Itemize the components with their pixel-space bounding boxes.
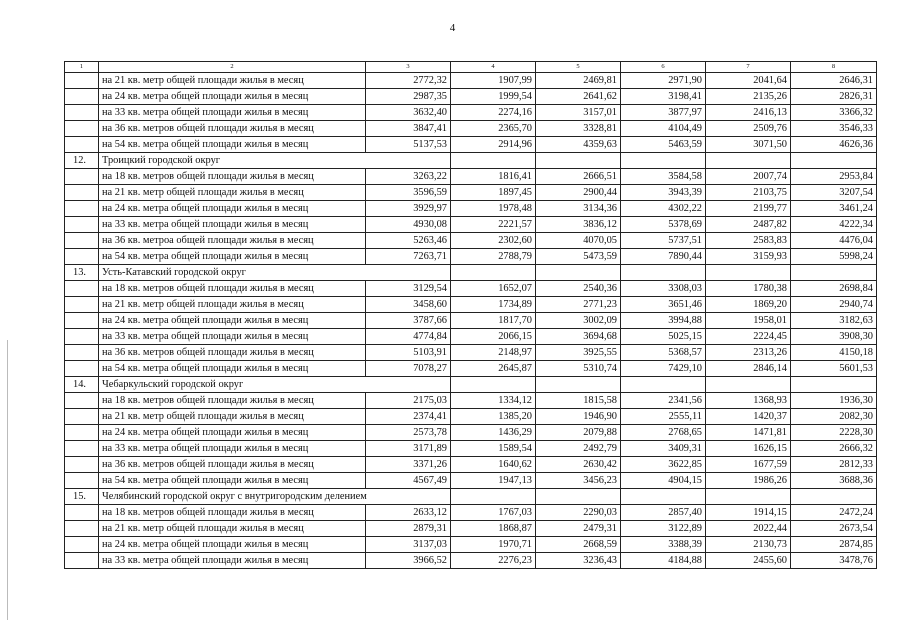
value-cell: 3584,58 (621, 169, 706, 185)
value-cell: 7890,44 (621, 249, 706, 265)
value-cell: 3847,41 (366, 121, 451, 137)
section-row (65, 153, 877, 169)
value-cell: 4222,34 (791, 217, 877, 233)
value-cell: 3371,26 (366, 457, 451, 473)
value-cell: 2007,74 (706, 169, 791, 185)
value-cell: 4626,36 (791, 137, 877, 153)
value-cell: 1652,07 (451, 281, 536, 297)
column-number-cell: 7 (706, 62, 791, 73)
value-cell: 2135,26 (706, 89, 791, 105)
value-cell: 5025,15 (621, 329, 706, 345)
index-cell (65, 553, 99, 569)
value-cell: 5378,69 (621, 217, 706, 233)
empty-cell (706, 153, 791, 169)
index-cell (65, 89, 99, 105)
value-cell: 3129,54 (366, 281, 451, 297)
value-cell: 3925,55 (536, 345, 621, 361)
value-cell: 3159,93 (706, 249, 791, 265)
value-cell: 7078,27 (366, 361, 451, 377)
value-cell: 3388,39 (621, 537, 706, 553)
value-cell: 3171,89 (366, 441, 451, 457)
empty-cell (706, 489, 791, 505)
row-label: на 21 кв. метр общей площади жилья в месяц (99, 409, 366, 425)
row-label: на 33 кв. метра общей площади жилья в месяц (99, 329, 366, 345)
value-cell: 2276,23 (451, 553, 536, 569)
value-cell: 5368,57 (621, 345, 706, 361)
tariff-table-container (64, 61, 877, 569)
value-cell: 3456,23 (536, 473, 621, 489)
value-cell: 3308,03 (621, 281, 706, 297)
value-cell: 4150,18 (791, 345, 877, 361)
value-cell: 1471,81 (706, 425, 791, 441)
index-cell (65, 297, 99, 313)
empty-cell (621, 489, 706, 505)
table-row (65, 329, 877, 345)
table-row (65, 233, 877, 249)
empty-cell (451, 265, 536, 281)
value-cell: 2633,12 (366, 505, 451, 521)
value-cell: 1626,15 (706, 441, 791, 457)
value-cell: 1897,45 (451, 185, 536, 201)
value-cell: 4302,22 (621, 201, 706, 217)
table-row (65, 297, 877, 313)
value-cell: 3943,39 (621, 185, 706, 201)
value-cell: 1869,20 (706, 297, 791, 313)
value-cell: 3787,66 (366, 313, 451, 329)
section-row (65, 265, 877, 281)
value-cell: 2879,31 (366, 521, 451, 537)
value-cell: 5103,91 (366, 345, 451, 361)
value-cell: 2374,41 (366, 409, 451, 425)
value-cell: 2313,26 (706, 345, 791, 361)
index-cell (65, 345, 99, 361)
value-cell: 5463,59 (621, 137, 706, 153)
index-cell (65, 313, 99, 329)
row-label: на 18 кв. метров общей площади жилья в месяц (99, 281, 366, 297)
row-label: на 24 кв. метра общей площади жилья в месяц (99, 537, 366, 553)
value-cell: 2573,78 (366, 425, 451, 441)
value-cell: 5473,59 (536, 249, 621, 265)
value-cell: 3688,36 (791, 473, 877, 489)
value-cell: 1868,87 (451, 521, 536, 537)
value-cell: 4476,04 (791, 233, 877, 249)
value-cell: 2768,65 (621, 425, 706, 441)
value-cell: 3236,43 (536, 553, 621, 569)
value-cell: 2341,56 (621, 393, 706, 409)
value-cell: 3458,60 (366, 297, 451, 313)
value-cell: 5998,24 (791, 249, 877, 265)
table-row (65, 457, 877, 473)
value-cell: 3596,59 (366, 185, 451, 201)
table-row (65, 393, 877, 409)
value-cell: 2826,31 (791, 89, 877, 105)
section-title: Троицкий городской округ (99, 153, 451, 169)
value-cell: 2666,51 (536, 169, 621, 185)
value-cell: 2771,23 (536, 297, 621, 313)
empty-cell (621, 377, 706, 393)
table-row (65, 521, 877, 537)
value-cell: 3157,01 (536, 105, 621, 121)
value-cell: 5263,46 (366, 233, 451, 249)
value-cell: 3328,81 (536, 121, 621, 137)
table-row (65, 553, 877, 569)
page-number: 4 (449, 22, 456, 34)
index-cell (65, 521, 99, 537)
value-cell: 2221,57 (451, 217, 536, 233)
table-row (65, 249, 877, 265)
value-cell: 7429,10 (621, 361, 706, 377)
value-cell: 2846,14 (706, 361, 791, 377)
value-cell: 1780,38 (706, 281, 791, 297)
value-cell: 3409,31 (621, 441, 706, 457)
table-row (65, 425, 877, 441)
row-label: на 33 кв. метра общей площади жилья в месяц (99, 217, 366, 233)
table-row (65, 73, 877, 89)
value-cell: 1999,54 (451, 89, 536, 105)
value-cell: 2666,32 (791, 441, 877, 457)
index-cell (65, 393, 99, 409)
row-label: на 33 кв. метра общей площади жилья в месяц (99, 105, 366, 121)
value-cell: 3207,54 (791, 185, 877, 201)
column-number-cell: 3 (366, 62, 451, 73)
empty-cell (791, 489, 877, 505)
empty-cell (536, 377, 621, 393)
section-row (65, 377, 877, 393)
tariff-table (64, 61, 877, 569)
column-number-row (65, 62, 877, 73)
index-cell (65, 329, 99, 345)
value-cell: 2274,16 (451, 105, 536, 121)
index-cell (65, 105, 99, 121)
value-cell: 3366,32 (791, 105, 877, 121)
value-cell: 1734,89 (451, 297, 536, 313)
index-cell (65, 409, 99, 425)
index-cell (65, 169, 99, 185)
table-row (65, 201, 877, 217)
value-cell: 2555,11 (621, 409, 706, 425)
row-label: на 36 кв. метров общей площади жилья в месяц (99, 121, 366, 137)
table-row (65, 281, 877, 297)
value-cell: 2812,33 (791, 457, 877, 473)
value-cell: 2788,79 (451, 249, 536, 265)
row-label: на 36 кв. метров общей площади жилья в месяц (99, 345, 366, 361)
empty-cell (536, 265, 621, 281)
value-cell: 2874,85 (791, 537, 877, 553)
value-cell: 2416,13 (706, 105, 791, 121)
value-cell: 2772,32 (366, 73, 451, 89)
value-cell: 2673,54 (791, 521, 877, 537)
value-cell: 3071,50 (706, 137, 791, 153)
section-title: Челябинский городской округ с внутригородским делением (99, 489, 451, 505)
table-row (65, 137, 877, 153)
value-cell: 1978,48 (451, 201, 536, 217)
section-title: Чебаркульский городской округ (99, 377, 451, 393)
value-cell: 2472,24 (791, 505, 877, 521)
row-label: на 18 кв. метров общей площади жилья в месяц (99, 169, 366, 185)
value-cell: 1970,71 (451, 537, 536, 553)
empty-cell (621, 265, 706, 281)
value-cell: 2540,36 (536, 281, 621, 297)
value-cell: 2290,03 (536, 505, 621, 521)
value-cell: 4359,63 (536, 137, 621, 153)
value-cell: 1907,99 (451, 73, 536, 89)
table-row (65, 169, 877, 185)
index-cell (65, 137, 99, 153)
table-row (65, 409, 877, 425)
table-row (65, 121, 877, 137)
row-label: на 54 кв. метра общей площади жилья в месяц (99, 249, 366, 265)
section-number: 15. (65, 489, 99, 505)
row-label: на 54 кв. метра общей площади жилья в месяц (99, 137, 366, 153)
value-cell: 1947,13 (451, 473, 536, 489)
value-cell: 1958,01 (706, 313, 791, 329)
index-cell (65, 121, 99, 137)
value-cell: 1936,30 (791, 393, 877, 409)
value-cell: 2130,73 (706, 537, 791, 553)
value-cell: 3263,22 (366, 169, 451, 185)
value-cell: 3478,76 (791, 553, 877, 569)
row-label: на 24 кв. метра общей площади жилья в месяц (99, 201, 366, 217)
row-label: на 21 кв. метр общей площади жилья в месяц (99, 185, 366, 201)
value-cell: 4184,88 (621, 553, 706, 569)
value-cell: 3122,89 (621, 521, 706, 537)
section-number: 13. (65, 265, 99, 281)
value-cell: 3908,30 (791, 329, 877, 345)
table-row (65, 89, 877, 105)
value-cell: 3994,88 (621, 313, 706, 329)
row-label: на 36 кв. метроа общей площади жилья в месяц (99, 233, 366, 249)
index-cell (65, 281, 99, 297)
value-cell: 1385,20 (451, 409, 536, 425)
value-cell: 2469,81 (536, 73, 621, 89)
value-cell: 2492,79 (536, 441, 621, 457)
index-cell (65, 73, 99, 89)
value-cell: 3461,24 (791, 201, 877, 217)
value-cell: 3877,97 (621, 105, 706, 121)
value-cell: 2365,70 (451, 121, 536, 137)
empty-cell (621, 153, 706, 169)
table-row (65, 473, 877, 489)
column-number-cell: 8 (791, 62, 877, 73)
value-cell: 1420,37 (706, 409, 791, 425)
index-cell (65, 441, 99, 457)
section-row (65, 489, 877, 505)
empty-cell (536, 489, 621, 505)
value-cell: 2857,40 (621, 505, 706, 521)
index-cell (65, 361, 99, 377)
column-number-cell: 1 (65, 62, 99, 73)
index-cell (65, 185, 99, 201)
value-cell: 3632,40 (366, 105, 451, 121)
table-row (65, 185, 877, 201)
empty-cell (451, 377, 536, 393)
value-cell: 2199,77 (706, 201, 791, 217)
index-cell (65, 505, 99, 521)
table-row (65, 345, 877, 361)
table-row (65, 313, 877, 329)
value-cell: 1767,03 (451, 505, 536, 521)
row-label: на 33 кв. метра общей площади жилья в месяц (99, 441, 366, 457)
row-label: на 24 кв. метра общей площади жилья в месяц (99, 313, 366, 329)
value-cell: 5737,51 (621, 233, 706, 249)
index-cell (65, 217, 99, 233)
value-cell: 2900,44 (536, 185, 621, 201)
value-cell: 2079,88 (536, 425, 621, 441)
value-cell: 2583,83 (706, 233, 791, 249)
table-row (65, 105, 877, 121)
value-cell: 3622,85 (621, 457, 706, 473)
row-label: на 24 кв. метра общей площади жилья в месяц (99, 425, 366, 441)
value-cell: 3694,68 (536, 329, 621, 345)
row-label: на 21 кв. метр общей площади жилья в месяц (99, 297, 366, 313)
value-cell: 3546,33 (791, 121, 877, 137)
value-cell: 2302,60 (451, 233, 536, 249)
value-cell: 2940,74 (791, 297, 877, 313)
value-cell: 5310,74 (536, 361, 621, 377)
value-cell: 4904,15 (621, 473, 706, 489)
value-cell: 3182,63 (791, 313, 877, 329)
value-cell: 2228,30 (791, 425, 877, 441)
value-cell: 4567,49 (366, 473, 451, 489)
value-cell: 2455,60 (706, 553, 791, 569)
column-number-cell: 4 (451, 62, 536, 73)
value-cell: 4104,49 (621, 121, 706, 137)
value-cell: 2953,84 (791, 169, 877, 185)
value-cell: 3002,09 (536, 313, 621, 329)
value-cell: 2175,03 (366, 393, 451, 409)
value-cell: 2148,97 (451, 345, 536, 361)
column-number-cell: 2 (99, 62, 366, 73)
value-cell: 3198,41 (621, 89, 706, 105)
table-row (65, 441, 877, 457)
column-number-cell: 5 (536, 62, 621, 73)
value-cell: 2082,30 (791, 409, 877, 425)
index-cell (65, 233, 99, 249)
row-label: на 21 кв. метр общей площади жилья в месяц (99, 73, 366, 89)
value-cell: 2645,87 (451, 361, 536, 377)
value-cell: 5137,53 (366, 137, 451, 153)
value-cell: 2509,76 (706, 121, 791, 137)
scan-margin-line (7, 340, 8, 620)
value-cell: 4930,08 (366, 217, 451, 233)
empty-cell (451, 489, 536, 505)
value-cell: 1368,93 (706, 393, 791, 409)
value-cell: 7263,71 (366, 249, 451, 265)
index-cell (65, 457, 99, 473)
value-cell: 2641,62 (536, 89, 621, 105)
value-cell: 1436,29 (451, 425, 536, 441)
row-label: на 24 кв. метра общей площади жилья в месяц (99, 89, 366, 105)
value-cell: 2646,31 (791, 73, 877, 89)
section-number: 12. (65, 153, 99, 169)
value-cell: 2914,96 (451, 137, 536, 153)
value-cell: 2224,45 (706, 329, 791, 345)
value-cell: 1677,59 (706, 457, 791, 473)
section-title: Усть-Катавский городской округ (99, 265, 451, 281)
index-cell (65, 473, 99, 489)
value-cell: 2479,31 (536, 521, 621, 537)
row-label: на 21 кв. метр общей площади жилья в месяц (99, 521, 366, 537)
value-cell: 1640,62 (451, 457, 536, 473)
value-cell: 3929,97 (366, 201, 451, 217)
empty-cell (791, 377, 877, 393)
index-cell (65, 201, 99, 217)
value-cell: 1815,58 (536, 393, 621, 409)
row-label: на 54 кв. метра общей площади жилья в месяц (99, 473, 366, 489)
value-cell: 3836,12 (536, 217, 621, 233)
value-cell: 3134,36 (536, 201, 621, 217)
row-label: на 54 кв. метра общей площади жилья в месяц (99, 361, 366, 377)
table-row (65, 505, 877, 521)
value-cell: 1914,15 (706, 505, 791, 521)
empty-cell (536, 153, 621, 169)
section-number: 14. (65, 377, 99, 393)
value-cell: 2066,15 (451, 329, 536, 345)
value-cell: 3651,46 (621, 297, 706, 313)
empty-cell (791, 265, 877, 281)
value-cell: 2022,44 (706, 521, 791, 537)
empty-cell (706, 377, 791, 393)
table-row (65, 361, 877, 377)
value-cell: 3137,03 (366, 537, 451, 553)
value-cell: 2971,90 (621, 73, 706, 89)
value-cell: 2987,35 (366, 89, 451, 105)
index-cell (65, 425, 99, 441)
value-cell: 1817,70 (451, 313, 536, 329)
value-cell: 2103,75 (706, 185, 791, 201)
index-cell (65, 249, 99, 265)
table-row (65, 537, 877, 553)
row-label: на 18 кв. метров общей площади жилья в месяц (99, 505, 366, 521)
empty-cell (791, 153, 877, 169)
row-label: на 18 кв. метров общей площади жилья в месяц (99, 393, 366, 409)
column-number-cell: 6 (621, 62, 706, 73)
value-cell: 1986,26 (706, 473, 791, 489)
value-cell: 1816,41 (451, 169, 536, 185)
value-cell: 1589,54 (451, 441, 536, 457)
row-label: на 36 кв. метров общей площади жилья в месяц (99, 457, 366, 473)
value-cell: 4774,84 (366, 329, 451, 345)
value-cell: 1946,90 (536, 409, 621, 425)
value-cell: 4070,05 (536, 233, 621, 249)
value-cell: 2630,42 (536, 457, 621, 473)
value-cell: 2487,82 (706, 217, 791, 233)
index-cell (65, 537, 99, 553)
value-cell: 1334,12 (451, 393, 536, 409)
value-cell: 3966,52 (366, 553, 451, 569)
value-cell: 5601,53 (791, 361, 877, 377)
empty-cell (451, 153, 536, 169)
empty-cell (706, 265, 791, 281)
row-label: на 33 кв. метра общей площади жилья в месяц (99, 553, 366, 569)
table-row (65, 217, 877, 233)
value-cell: 2698,84 (791, 281, 877, 297)
value-cell: 2668,59 (536, 537, 621, 553)
value-cell: 2041,64 (706, 73, 791, 89)
